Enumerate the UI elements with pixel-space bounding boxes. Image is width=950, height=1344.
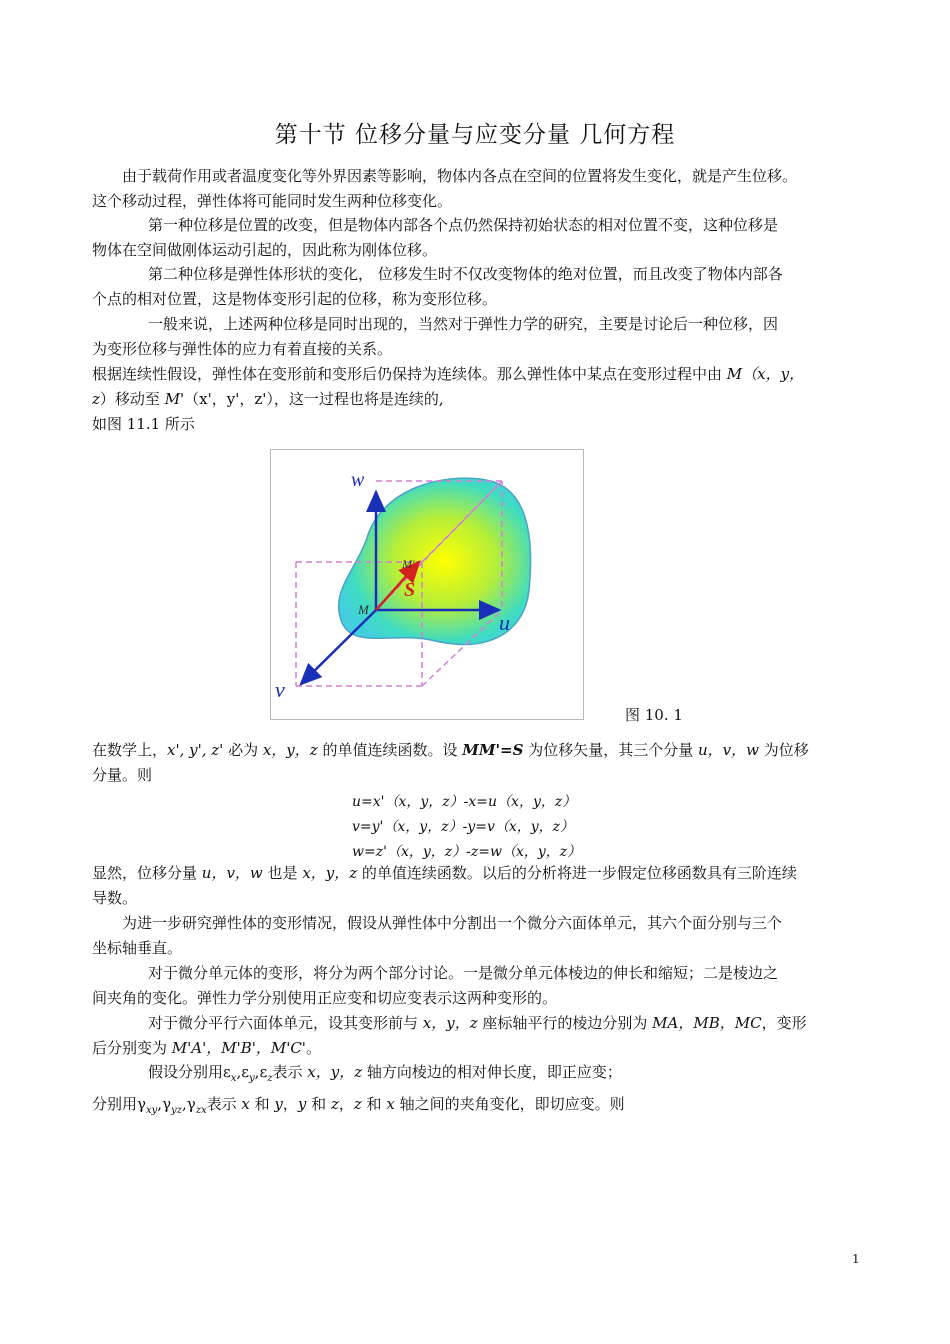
epsilon-symbol: ε bbox=[223, 1063, 231, 1081]
paragraph-2 bbox=[92, 213, 862, 262]
text-run: ，变形 bbox=[761, 1014, 807, 1032]
math-text: z bbox=[353, 1094, 362, 1113]
text-run: 后分别变为 bbox=[92, 1038, 172, 1057]
paragraph-5 bbox=[92, 362, 862, 411]
equation-w: w=z'（x，y，z）-z=w（x，y，z） bbox=[352, 844, 582, 860]
text-run: ， bbox=[338, 1094, 354, 1113]
text-run: 根据连续性假设，弹性体在变形前和变形后仍保持为连续体。那么弹性体中某点在变形过程中由 bbox=[92, 365, 727, 383]
paragraph-line bbox=[92, 362, 862, 387]
displacement-diagram bbox=[271, 450, 583, 719]
text-run: 轴之间的夹角变化，即切应变。则 bbox=[394, 1094, 625, 1113]
math-text: x，y，z bbox=[302, 864, 358, 882]
page-number: 1 bbox=[852, 1252, 860, 1266]
text-run: 对于微分平行六面体单元，设其变形前与 bbox=[148, 1014, 423, 1032]
text-run: 为位移 bbox=[758, 741, 809, 759]
separator: , bbox=[254, 1063, 260, 1081]
equation-u: u=x'（x，y，z）-x=u（x，y，z） bbox=[352, 794, 577, 810]
paragraph-11 bbox=[92, 1011, 862, 1060]
math-text: x，y，z bbox=[422, 1014, 478, 1032]
text-run: 在数学上， bbox=[92, 741, 168, 759]
paragraph-line: 如图 11.1 所示 bbox=[92, 415, 195, 433]
separator: , bbox=[236, 1063, 242, 1081]
paragraph-7 bbox=[92, 738, 862, 787]
paragraph-1 bbox=[92, 164, 862, 213]
u-label: u bbox=[499, 610, 510, 635]
separator: , bbox=[157, 1094, 163, 1113]
paragraph-4 bbox=[92, 312, 862, 361]
paragraph-line bbox=[92, 1036, 862, 1061]
text-run: 假设分别用 bbox=[148, 1063, 224, 1081]
paragraph-10 bbox=[92, 961, 862, 1010]
math-text: x', y', z' bbox=[167, 741, 224, 759]
paragraph-line: 分量。则 bbox=[92, 765, 153, 784]
text-run: 座标轴平行的棱边分别为 bbox=[477, 1014, 653, 1032]
paragraph-line: 物体在空间做刚体运动引起的，因此称为刚体位移。 bbox=[92, 240, 438, 259]
v-axis bbox=[301, 610, 376, 684]
epsilon-symbol: ε bbox=[241, 1063, 249, 1081]
coordinate-text: z bbox=[92, 389, 100, 408]
gamma-symbol: γ bbox=[137, 1094, 146, 1113]
paragraph-6 bbox=[92, 412, 862, 437]
point-symbol: M' bbox=[164, 389, 185, 408]
w-label: w bbox=[351, 469, 365, 491]
text-run: 表示 bbox=[272, 1063, 308, 1081]
math-text: x bbox=[241, 1094, 250, 1113]
math-text: z bbox=[330, 1094, 339, 1113]
paragraph-line: 导数。 bbox=[92, 888, 138, 907]
coordinate-text: （x，y， bbox=[742, 365, 805, 383]
m-prime-label: M' bbox=[402, 557, 415, 571]
paragraph-line bbox=[92, 738, 862, 763]
gamma-symbol: γ bbox=[186, 1094, 196, 1113]
m-label: M bbox=[358, 602, 369, 617]
separator: , bbox=[181, 1094, 187, 1113]
text-run: 和 bbox=[361, 1094, 387, 1113]
paragraph-3 bbox=[92, 262, 862, 311]
equation-v: v=y'（x，y，z）-y=v（x，y，z） bbox=[352, 819, 575, 835]
text-run: 为位移矢量，其三个分量 bbox=[523, 741, 698, 759]
subscript: xy bbox=[145, 1104, 158, 1116]
text-run: ， bbox=[282, 1094, 298, 1113]
math-text: x bbox=[386, 1094, 395, 1113]
paragraph-line bbox=[92, 1092, 862, 1124]
text-run: 轴方向棱边的相对伸长度，即正应变； bbox=[362, 1063, 622, 1081]
subscript: x bbox=[230, 1073, 237, 1084]
paragraph-line: 坐标轴垂直。 bbox=[92, 938, 183, 957]
paragraph-line: 第二种位移是弹性体形状的变化， 位移发生时不仅改变物体的绝对位置，而且改变了物体内部各 bbox=[148, 265, 783, 283]
math-text: y bbox=[274, 1094, 283, 1113]
math-text: MM'=S bbox=[462, 741, 524, 759]
text-run: 和 bbox=[306, 1094, 331, 1113]
paragraph-line: 一般来说，上述两种位移是同时出现的，当然对于弹性力学的研究，主要是讨论后一种位移，因 bbox=[148, 315, 779, 333]
gamma-symbol: γ bbox=[162, 1094, 172, 1113]
paragraph-8 bbox=[92, 861, 862, 910]
paragraph-line bbox=[92, 861, 862, 886]
paragraph-line bbox=[92, 1011, 862, 1036]
page-title: 第十节 位移分量与应变分量 几何方程 bbox=[274, 122, 676, 148]
subscript: yz bbox=[171, 1104, 182, 1116]
text-run: 的单值连续函数。以后的分析将进一步假定位移函数具有三阶连续 bbox=[357, 864, 797, 882]
paragraph-line: 由于载荷作用或者温度变化等外界因素等影响，物体内各点在空间的位置将发生变化，就是产生位移。 bbox=[122, 167, 798, 185]
displacement-figure bbox=[270, 449, 584, 720]
text-run: 必为 bbox=[223, 741, 263, 759]
text-run: 的单值连续函数。设 bbox=[317, 741, 463, 759]
subscript: z bbox=[267, 1073, 273, 1084]
point-symbol: M bbox=[726, 365, 743, 383]
paragraph-line: 为进一步研究弹性体的变形情况，假设从弹性体中分割出一个微分六面体单元，其六个面分别与三个 bbox=[122, 914, 783, 932]
text-run: 也是 bbox=[262, 864, 303, 882]
paragraph-line: 第一种位移是位置的改变，但是物体内部各个点仍然保持初始状态的相对位置不变，这种位移是 bbox=[148, 216, 779, 234]
s-label: S bbox=[404, 579, 416, 601]
text-run: （x'，y'，z'），这一过程也将是连续的, bbox=[184, 389, 444, 408]
text-run: 显然，位移分量 bbox=[92, 864, 202, 882]
math-text: M'A'，M'B'，M'C' bbox=[171, 1038, 306, 1057]
paragraph-line: 个点的相对位置，这是物体变形引起的位移，称为变形位移。 bbox=[92, 289, 498, 308]
math-text: x，y，z bbox=[307, 1063, 363, 1081]
text-run: 和 bbox=[249, 1094, 275, 1113]
text-run: 分别用 bbox=[92, 1094, 138, 1113]
paragraph-line bbox=[92, 1060, 862, 1092]
text-run: ）移动至 bbox=[99, 389, 165, 408]
math-text: x，y，z bbox=[262, 741, 318, 759]
subscript: zx bbox=[195, 1104, 207, 1116]
math-text: MA，MB，MC bbox=[652, 1014, 762, 1032]
paragraph-9 bbox=[92, 911, 862, 960]
paragraph-line: 对于微分单元体的变形，将分为两个部分讨论。一是微分单元体棱边的伸长和缩短；二是棱边之 bbox=[148, 964, 779, 982]
paragraph-line: 这个移动过程，弹性体将可能同时发生两种位移变化。 bbox=[92, 191, 453, 210]
subscript: y bbox=[249, 1073, 255, 1084]
v-label: v bbox=[275, 677, 285, 702]
paragraph-line bbox=[92, 387, 862, 412]
paragraph-line: 为变形位移与弹性体的应力有着直接的关系。 bbox=[92, 339, 393, 358]
math-text: u，v，w bbox=[697, 741, 759, 759]
epsilon-symbol: ε bbox=[259, 1063, 268, 1081]
math-text: y bbox=[297, 1094, 307, 1113]
figure-caption: 图 10. 1 bbox=[625, 706, 683, 724]
paragraph-12 bbox=[92, 1060, 862, 1123]
text-run: 表示 bbox=[206, 1094, 242, 1113]
text-run: 。 bbox=[305, 1038, 321, 1057]
math-text: u，v，w bbox=[201, 864, 263, 882]
paragraph-line: 间夹角的变化。弹性力学分别使用正应变和切应变表示这两种变形的。 bbox=[92, 988, 558, 1007]
